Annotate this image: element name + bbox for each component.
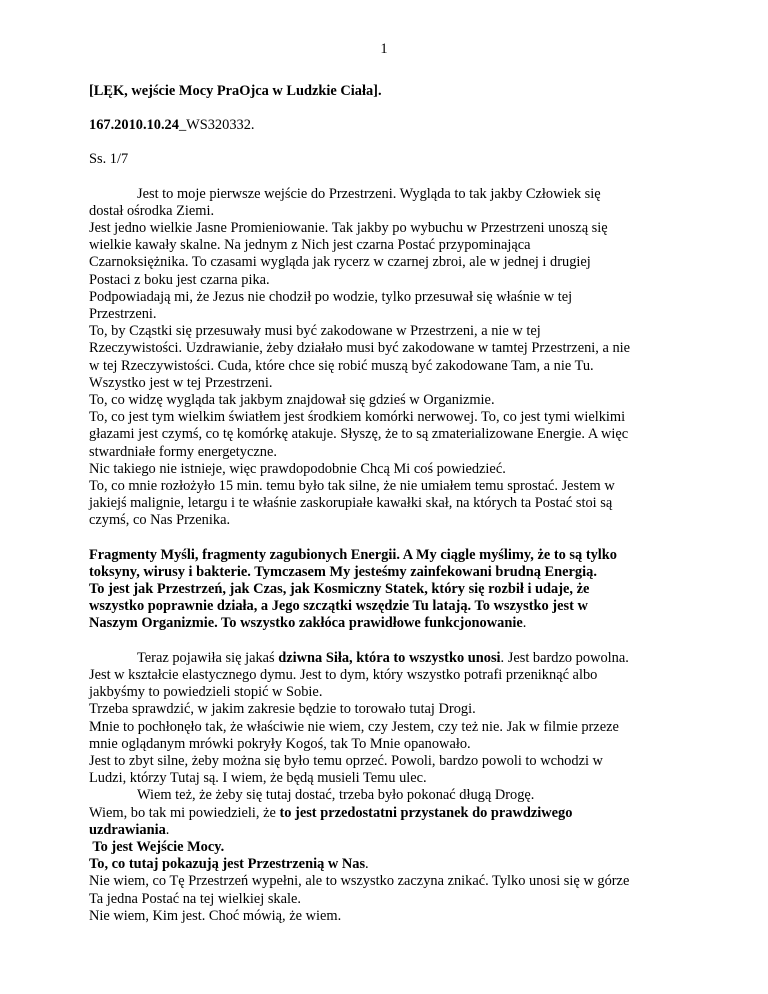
text-line: Ludzi, którzy Tutaj są. I wiem, że będą musieli Temu ulec. (89, 770, 427, 787)
text-line: jakiejś malignie, letargu i te właśnie zaskorupiałe kawałki skał, na których ta Postać stoi są (89, 495, 613, 512)
paragraph-1 (89, 186, 689, 530)
text-line: Przestrzeni. (89, 306, 157, 323)
document-title: [LĘK, wejście Mocy PraOjca w Ludzkie Ciała]. (89, 83, 382, 99)
text-fragment-bold: to jest przedostatni przystanek do prawdziwego (279, 804, 573, 821)
text-line: Nic takiego nie istnieje, więc prawdopodobnie Chcą Mi coś powiedzieć. (89, 460, 506, 477)
text-line: Mnie to pochłonęło tak, że właściwie nie wiem, czy Jestem, czy też nie. Jak w filmie przeze (89, 718, 619, 735)
text-line: wielkie kawały skalne. Na jednym z Nich jest czarna Postać przypominająca (89, 237, 531, 254)
text-line: Postaci z boku jest czarna pika. (89, 271, 270, 288)
text-line: Ta jedna Postać na tej wielkiej skale. (89, 890, 301, 907)
text-line: Nie wiem, co Tę Przestrzeń wypełni, ale to wszystko zaczyna znikać. Tylko unosi się w górze (89, 873, 630, 890)
document-id (89, 117, 689, 134)
text-line: Jest to moje pierwsze wejście do Przestrzeni. Wygląda to tak jakby Człowiek się (137, 185, 601, 202)
text-fragment-bold: dziwna Siła, która to wszystko unosi (278, 649, 501, 666)
text-line: stwardniałe formy energetyczne. (89, 443, 277, 460)
text-line: Rzeczywistości. Uzdrawianie, żeby działało musi być zakodowane w tamtej Przestrzeni, a nie (89, 340, 631, 357)
page-number: 1 (380, 41, 388, 57)
text-fragment: Teraz pojawiła się jakaś (137, 649, 279, 666)
text-line: Trzeba sprawdzić, w jakim zakresie będzie to torowało tutaj Drogi. (89, 701, 476, 718)
text-line: Czarnoksiężnika. To czasami wygląda jak rycerz w czarnej zbroi, ale w jednej i drugiej (89, 254, 591, 271)
text-line: dostał ośrodka Ziemi. (89, 202, 215, 219)
text-line (89, 822, 689, 839)
text-line: To jest jak Przestrzeń, jak Czas, jak Kosmiczny Statek, który się rozbił i udaje, że (89, 581, 590, 598)
text-line: Fragmenty Myśli, fragmenty zagubionych Energii. A My ciągle myślimy, że to są tylko (89, 546, 617, 563)
text-line: mnie oglądanym mrówki pokryły Kogoś, tak To Mnie opanowało. (89, 735, 471, 752)
text-line: Podpowiadają mi, że Jezus nie chodził po wodzie, tylko przesuwał się właśnie w tej (89, 288, 573, 305)
text-line: To, co jest tym wielkim światłem jest środkiem komórki nerwowej. To, co jest tymi wielkimi (89, 409, 626, 426)
text-line: Jest jedno wielkie Jasne Promieniowanie. Tak jakby po wybuchu w Przestrzeni unoszą się (89, 220, 608, 237)
text-line: jakbyśmy to powiedzieli stopić w Sobie. (89, 684, 323, 701)
text-line: głazami jest czymś, co tę komórkę atakuje. Słyszę, że to są zmaterializowane Energie. A więc (89, 426, 629, 443)
text-fragment: . (365, 856, 369, 873)
document-id-date: 167.2010.10.24 (89, 117, 179, 134)
text-line: To, co widzę wygląda tak jakbym znajdował się gdzieś w Organizmie. (89, 392, 495, 409)
text-line: w tej Rzeczywistości. Cuda, które chce się robić muszą być zakodowane Tam, a nie Tu. (89, 357, 594, 374)
text-line: Wszystko jest w tej Przestrzeni. (89, 374, 273, 391)
text-line (89, 650, 689, 667)
text-line: toksyny, wirusy i bakterie. Tymczasem My jesteśmy zainfekowani brudną Energią. (89, 563, 597, 580)
document-body (89, 83, 689, 942)
text-line: wszystko poprawnie działa, a Jego szczątki wszędzie Tu latają. To wszystko jest w (89, 598, 588, 615)
text-line: To, by Cząstki się przesuwały musi być zakodowane w Przestrzeni, a nie w tej (89, 323, 541, 340)
text-line: To, co mnie rozłożyło 15 min. temu było tak silne, że nie umiałem temu sprostać. Jestem w (89, 478, 615, 495)
paragraph-2-bold (89, 547, 689, 633)
text-fragment-bold: To, co tutaj pokazują jest Przestrzenią w Nas (89, 856, 366, 873)
document-id-code: _WS320332. (178, 117, 255, 134)
text-line: To jest Wejście Mocy. (89, 838, 225, 855)
text-fragment: Wiem, bo tak mi powiedzieli, że (89, 804, 280, 821)
text-fragment: . (522, 615, 527, 632)
text-line: Jest w kształcie elastycznego dymu. Jest to dym, który wszystko potrafi przeniknąć albo (89, 666, 598, 683)
text-fragment: . Jest bardzo powolna. (500, 649, 629, 666)
text-line: Wiem też, że żeby się tutaj dostać, trzeba było pokonać długą Drogę. (137, 787, 535, 804)
text-fragment-bold: uzdrawiania (89, 821, 166, 838)
paragraph-3 (89, 650, 689, 925)
text-line: Nie wiem, Kim jest. Choć mówią, że wiem. (89, 907, 342, 924)
text-line (89, 856, 689, 873)
page-count: Ss. 1/7 (89, 151, 129, 168)
text-line (89, 805, 689, 822)
text-line (89, 615, 689, 632)
text-line: Jest to zbyt silne, żeby można się było temu oprzeć. Powoli, bardzo powoli to wchodzi w (89, 752, 603, 769)
text-line: czymś, co Nas Przenika. (89, 512, 231, 529)
text-fragment: Naszym Organizmie. To wszystko zakłóca prawidłowe funkcjonowanie (89, 615, 523, 632)
text-fragment: . (165, 821, 170, 838)
